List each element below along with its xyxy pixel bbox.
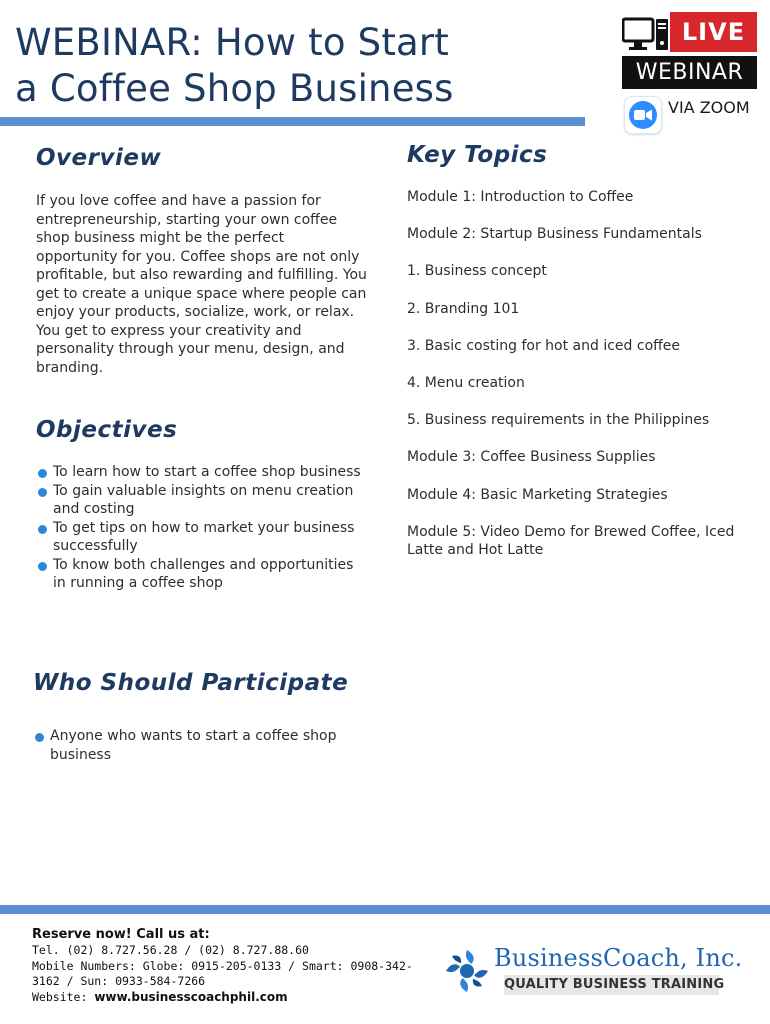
participants-heading: Who Should Participate: [33, 670, 349, 696]
page-title: [15, 20, 485, 112]
list-item: Module 2: Startup Business Fundamentals: [407, 226, 702, 243]
website-label: Website:: [32, 989, 88, 1004]
key-topics-heading: Key Topics: [407, 142, 548, 168]
list-item: 3. Basic costing for hot and iced coffee: [407, 337, 681, 354]
businesscoach-logo: [444, 942, 744, 1000]
desktop-computer-icon: [622, 16, 670, 56]
reserve-heading: Reserve now! Call us at:: [32, 927, 210, 942]
bullet-dot-icon: [38, 562, 47, 571]
website-link[interactable]: www.businesscoachphil.com: [94, 989, 288, 1004]
objectives-list: [36, 463, 366, 593]
bullet-dot-icon: [38, 469, 47, 478]
list-item: To get tips on how to market your business successfully: [36, 519, 366, 556]
list-item: Module 3: Coffee Business Supplies: [407, 449, 656, 466]
bullet-dot-icon: [38, 525, 47, 534]
logo-tagline: QUALITY BUSINESS TRAINING: [504, 975, 719, 995]
title-line-1: WEBINAR: How to Start: [15, 21, 450, 64]
list-item: 4. Menu creation: [407, 374, 525, 391]
overview-heading: Overview: [36, 145, 162, 171]
website-line: [32, 990, 432, 1006]
telephone-line: Tel. (02) 8.727.56.28 / (02) 8.727.88.60: [32, 943, 309, 957]
contact-block: [32, 926, 432, 1005]
footer-divider-bar: [0, 905, 770, 914]
title-line-2: a Coffee Shop Business: [15, 67, 454, 110]
businesscoach-logo-mark-icon: [444, 948, 490, 994]
list-item: Module 4: Basic Marketing Strategies: [407, 486, 668, 503]
mobile-numbers-line: Mobile Numbers: Globe: 0915-205-0133 / Smart: 0908-342-3162 / Sun: 0933-584-7266: [32, 958, 413, 988]
list-item: 2. Branding 101: [407, 300, 520, 317]
bullet-dot-icon: [38, 488, 47, 497]
objectives-heading: Objectives: [36, 417, 178, 443]
list-item: Module 5: Video Demo for Brewed Coffee, Iced Latte and Hot Latte: [407, 523, 735, 559]
key-topics-list: [407, 188, 752, 578]
list-item: 1. Business concept: [407, 263, 547, 280]
participants-list: [33, 727, 343, 764]
list-item: To know both challenges and opportunities in running a coffee shop: [36, 556, 366, 593]
live-label: LIVE: [670, 12, 757, 52]
webinar-label: WEBINAR: [622, 56, 757, 89]
logo-company-name: BusinessCoach, Inc.: [494, 944, 743, 972]
overview-text: If you love coffee and have a passion for entrepreneurship, starting your own coffee shop business might be the perfect opportunity for you. Coffee shops are not only profitable, but also rewarding and fulfilling. You get to create a unique space where people can enjoy your products, socialize, work, or relax. You get to express your creativity and personality through your menu, design, and branding.: [36, 193, 367, 376]
list-item: To gain valuable insights on menu creation and costing: [36, 482, 366, 519]
live-webinar-badge: [620, 12, 758, 130]
title-underline-bar: [0, 117, 585, 126]
list-item: To learn how to start a coffee shop business: [36, 463, 366, 482]
zoom-camera-icon: [624, 96, 662, 134]
list-item: Module 1: Introduction to Coffee: [407, 189, 634, 205]
list-item: Anyone who wants to start a coffee shop business: [33, 727, 343, 764]
list-item: 5. Business requirements in the Philippines: [407, 412, 710, 429]
via-zoom-label: VIA ZOOM: [668, 98, 750, 117]
bullet-dot-icon: [35, 733, 44, 742]
